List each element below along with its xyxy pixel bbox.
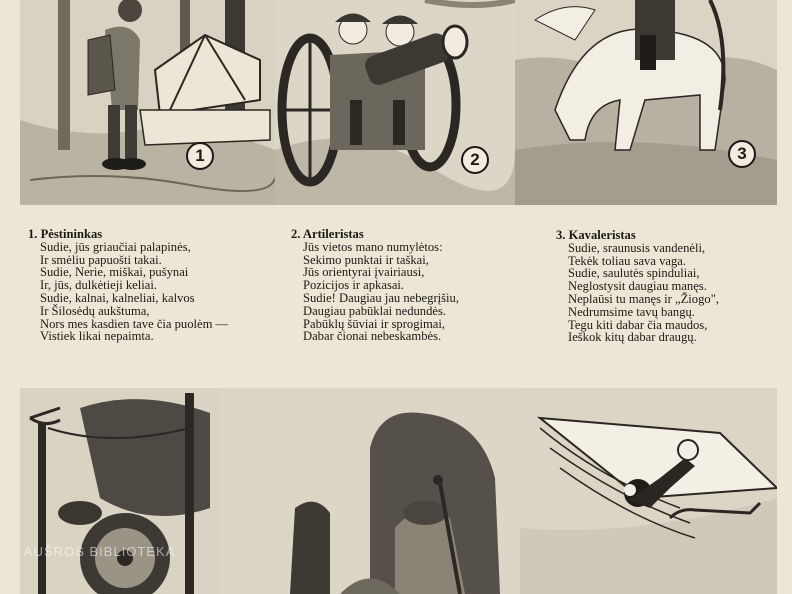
poem-line: Dabar čionai nebeskambės. [303,329,442,344]
poem-line: Sudie, kalnai, kalneliai, kalvos [40,290,195,305]
poem-title: 2. Artileristas [291,227,364,241]
motorcyclist-illustration [520,388,777,594]
infantryman-illustration [20,0,275,205]
poem-line: Ir smėliu papuošti takai. [40,252,162,267]
poem-line: Pozicijos ir apkasai. [303,278,405,293]
poem-line: Jūs vietos mano numylėtos: [303,239,443,254]
comic-panel-4 [20,388,220,594]
soldiers-illustration [220,388,520,594]
signalman-illustration [20,388,220,594]
poem-line: Ir, jūs, dulkėtieji keliai. [40,278,158,293]
poem-line: Vistiek likai nepaimta. [40,329,154,344]
artillerymen-illustration [275,0,515,205]
panel-number-1: 1 [186,142,214,170]
library-watermark: AUŠROS BIBLIOTEKA [24,544,176,559]
poem-line: Ir Šilosėdų aukštuma, [40,303,150,318]
poem-line: Sudie, sraunusis vandenėli, [568,240,706,255]
cavalryman-illustration [515,0,777,205]
comic-panel-5 [220,388,520,594]
poem-line: Sudie! Daugiau jau nebegrįšiu, [303,290,459,305]
poem-kavaleristas [556,229,719,344]
poem-pestininkas [28,228,228,343]
poem-line: Jūs orientyrai įvairiausi, [303,265,425,280]
poem-line: Sudie, saulutės spinduliai, [568,266,700,281]
poem-line: Tegu kiti dabar čia maudos, [568,317,708,332]
comic-panel-3 [515,0,777,205]
poem-artileristas [291,228,459,343]
poem-title: 3. Kavaleristas [556,228,636,242]
poem-line: Sudie, jūs griaučiai palapinės, [40,239,191,254]
comic-panel-1 [20,0,275,205]
panel-number-2: 2 [461,146,489,174]
poem-line: Pabūklų šūviai ir sprogimai, [303,316,446,331]
poem-line: Sekimo punktai ir taškai, [303,252,429,267]
comic-panel-6 [520,388,777,594]
poem-line: Neglostysit daugiau manęs. [568,279,707,294]
panel-number-3: 3 [728,140,756,168]
poem-line: Daugiau pabūklai nedundės. [303,303,447,318]
poem-line: Nors mes kasdien tave čia puolėm — [40,316,229,331]
comic-panel-2 [275,0,515,205]
poem-line: Neplaūsi tu manęs ir „Žiogo", [568,291,719,306]
poem-line: Tekėk toliau sava vaga. [568,253,687,268]
poem-title: 1. Pėstininkas [28,227,103,241]
poem-line: Nedrumsime tavų bangų. [568,304,695,319]
poem-line: Sudie, Nerie, miškai, pušynai [40,265,189,280]
poem-line: Ieškok kitų dabar draugų. [568,330,697,345]
